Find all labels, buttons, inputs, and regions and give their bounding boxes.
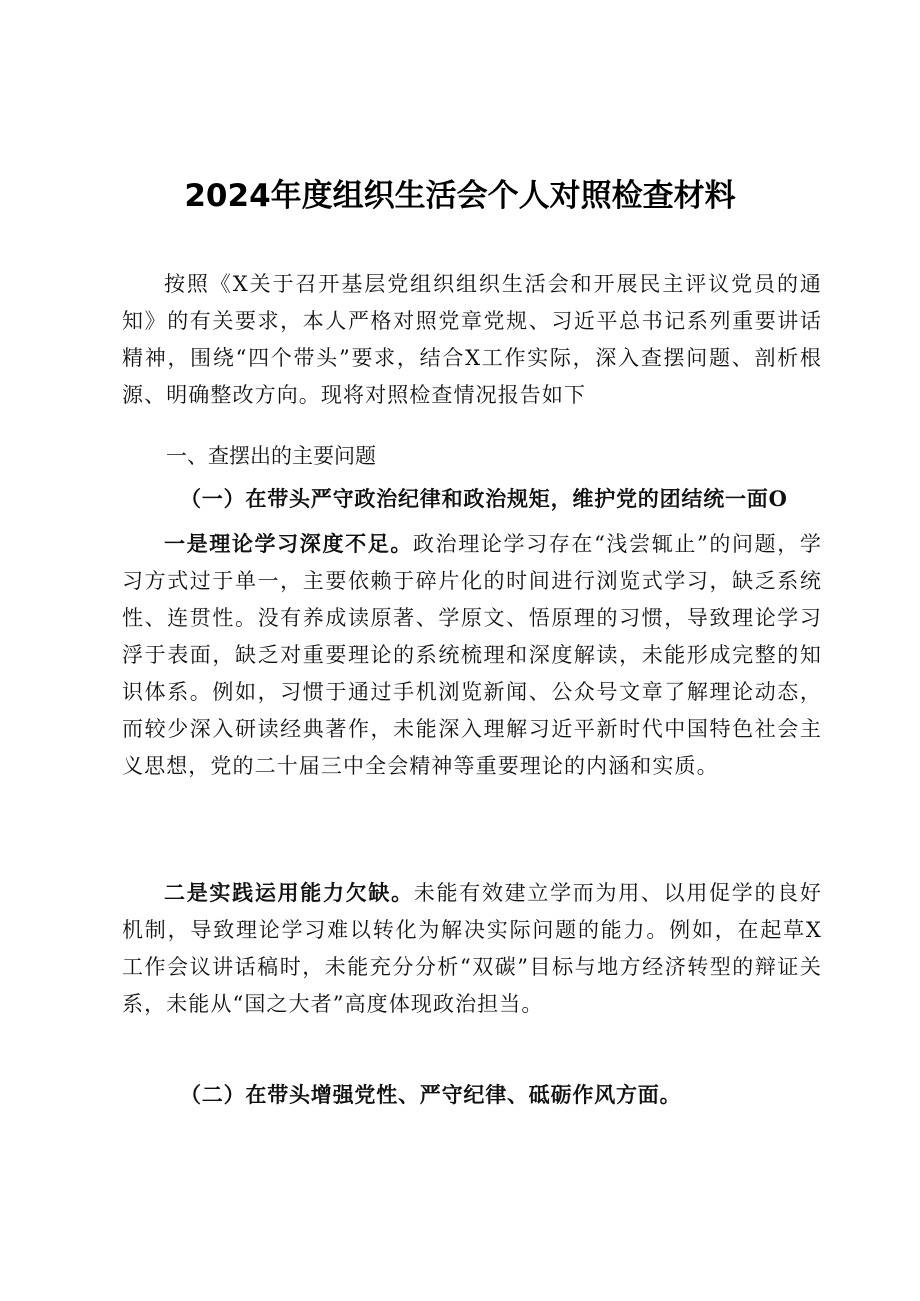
point-two-body: 未能有效建立学而为用、以用促学的良好机制，导致理论学习难以转化为解决实际问题的能力。例如，在起草X工作会议讲话稿时，未能充分分析“双碳”目标与地方经济转型的辩证关系，未能从“国之大者”高度体现政治担当。 xyxy=(122,881,822,1016)
subsection-heading-political-discipline: （一）在带头严守政治纪律和政治规矩，维护党的团结统一面O xyxy=(180,486,788,511)
point-one-lead: 一是理论学习深度不足。 xyxy=(164,531,413,556)
point-two-lead: 二是实践运用能力欠缺。 xyxy=(164,880,414,905)
point-one-paragraph xyxy=(122,525,822,785)
intro-paragraph: 按照《X关于召开基层党组织组织生活会和开展民主评议党员的通知》的有关要求，本人严格对照党章党规、习近平总书记系列重要讲话精神，围绕“四个带头”要求，结合X工作实际，深入查摆问题、剖析根源、明确整改方向。现将对照检查情况报告如下 xyxy=(122,272,822,407)
point-two-paragraph xyxy=(122,874,822,1023)
subsection-heading-party-spirit: （二）在带头增强党性、严守纪律、砥砺作风方面。 xyxy=(180,1082,682,1107)
point-one-body: 政治理论学习存在“浅尝辄止”的问题，学习方式过于单一，主要依赖于碎片化的时间进行浏览式学习，缺乏系统性、连贯性。没有养成读原著、学原文、悟原理的习惯，导致理论学习浮于表面，缺乏对重要理论的系统梳理和深度解读，未能形成完整的知识体系。例如，习惯于通过手机浏览新闻、公众号文章了解理论动态，而较少深入研读经典著作，未能深入理解习近平新时代中国特色社会主义思想，党的二十届三中全会精神等重要理论的内涵和实质。 xyxy=(122,532,822,778)
document-title: 2024年度组织生活会个人对照检查材料 xyxy=(184,178,736,214)
section-heading-problems: 一、查摆出的主要问题 xyxy=(166,444,376,468)
